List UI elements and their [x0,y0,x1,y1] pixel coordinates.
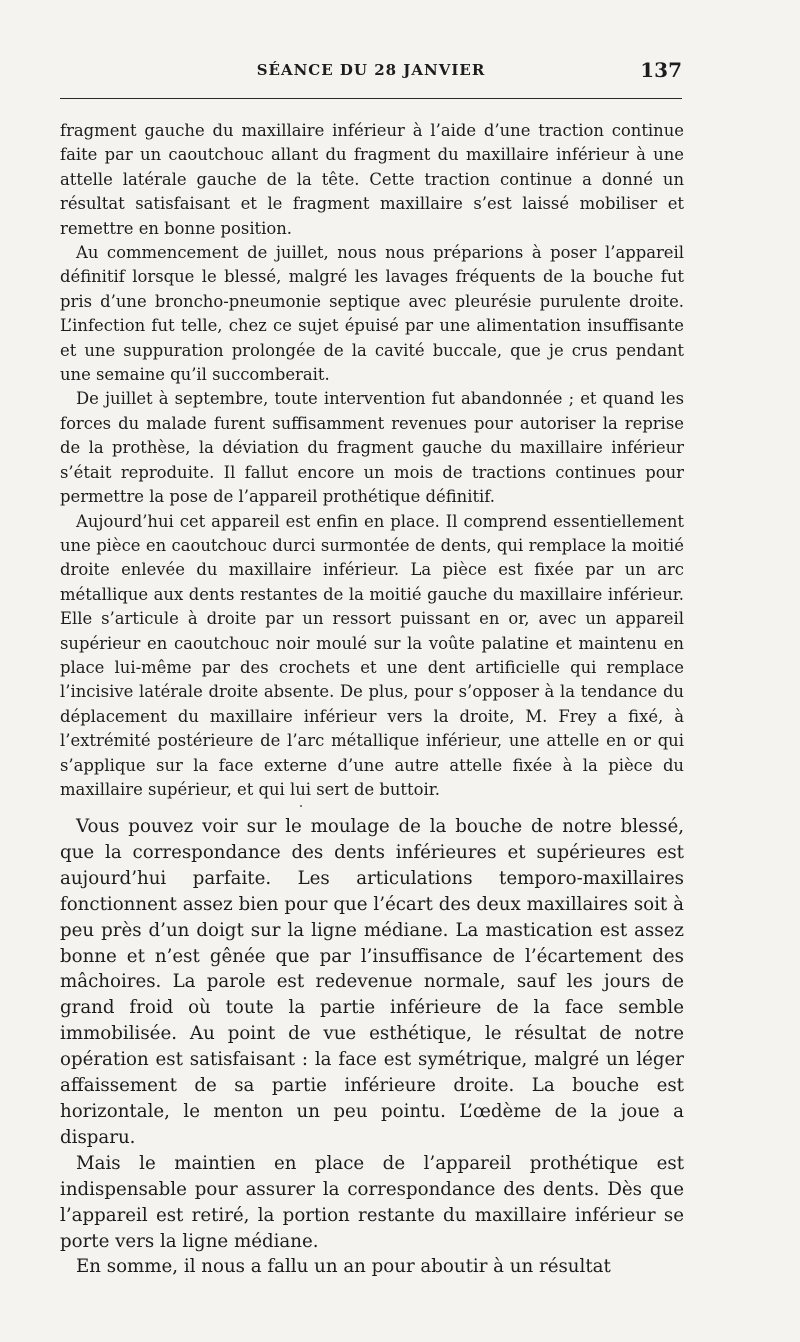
paragraph: En somme, il nous a fallu un an pour aboutir à un résultat [76,1256,611,1278]
running-title: SÉANCE DU 28 JANVIER [256,61,486,79]
paragraph: Vous pouvez voir sur le moulage de la bouche de notre blessé, que la correspondance des dents inférieures et supérieures est aujourd’hui parfaite. Les articulations temporo-maxillaires fonctionnent assez bien pour que l’écart des deux maxillaires soit à peu près d’un doigt sur la ligne médiane. La mastication est assez bonne et n’est gênée que par l’insuffisance de l’écartement des mâchoires. La parole est redevenue normale, sauf les jours de grand froid où toute la partie inférieure de la face semble immobilisée. Au point de vue esthétique, le résultat de notre opération est satisfaisant : la face est symétrique, malgré un léger affaissement de sa partie inférieure droite. La bouche est horizontale, le menton un peu pointu. L’œdème de la joue a disparu. [60,816,684,1148]
main-text-section [60,814,684,1280]
paragraph: Aujourd’hui cet appareil est enfin en place. Il comprend essentiellement une pièce en caoutchouc durci surmontée de dents, qui remplace la moitié droite enlevée du maxillaire inférieur. La pièce est fixée par un arc métallique aux dents restantes de la moitié gauche du maxillaire inférieur. Elle s’articule à droite par un ressort puissant en or, avec un appareil supérieur en caoutchouc noir moulé sur la voûte palatine et maintenu en place lui-même par des crochets et une dent artificielle qui remplace l’incisive latérale droite absente. De plus, pour s’opposer à la tendance du déplacement du maxillaire inférieur vers la droite, M. Frey a fixé, à l’extrémité postérieure de l’arc métallique inférieur, une attelle en or qui s’applique sur la face externe d’une autre attelle fixée à la pièce du maxillaire supérieur, et qui lui sert de buttoir. [60,511,684,799]
page-header [60,58,682,88]
ink-dot [300,805,302,807]
paragraph: Au commencement de juillet, nous nous préparions à poser l’appareil définitif lorsque le blessé, malgré les lavages fréquents de la bouche fut pris d’une broncho-pneumonie septique avec pleurésie purulente droite. L’infection fut telle, chez ce sujet épuisé par une alimentation insuffisante et une suppuration prolongée de la cavité buccale, que je crus pendant une semaine qu’il succomberait. [60,243,684,385]
paragraph: fragment gauche du maxillaire inférieur à l’aide d’une traction continue faite par un caoutchouc allant du fragment du maxillaire inférieur à une attelle latérale gauche de la tête. Cette traction continue a donné un résultat satisfaisant et le fragment maxillaire s’est laissé mobiliser et remettre en bonne position. [60,121,684,238]
header-rule [60,98,682,99]
paragraph: Mais le maintien en place de l’appareil prothétique est indispensable pour assurer la correspondance des dents. Dès que l’appareil est retiré, la portion restante du maxillaire inférieur se porte vers la ligne médiane. [60,1152,684,1252]
small-print-section [60,119,684,802]
page-number: 137 [640,58,682,82]
paragraph: De juillet à septembre, toute intervention fut abandonnée ; et quand les forces du malade furent suffisamment revenues pour autoriser la reprise de la prothèse, la déviation du fragment gauche du maxillaire inférieur s’était reproduite. Il fallut encore un mois de tractions continues pour permettre la pose de l’appareil prothétique définitif. [60,389,684,507]
